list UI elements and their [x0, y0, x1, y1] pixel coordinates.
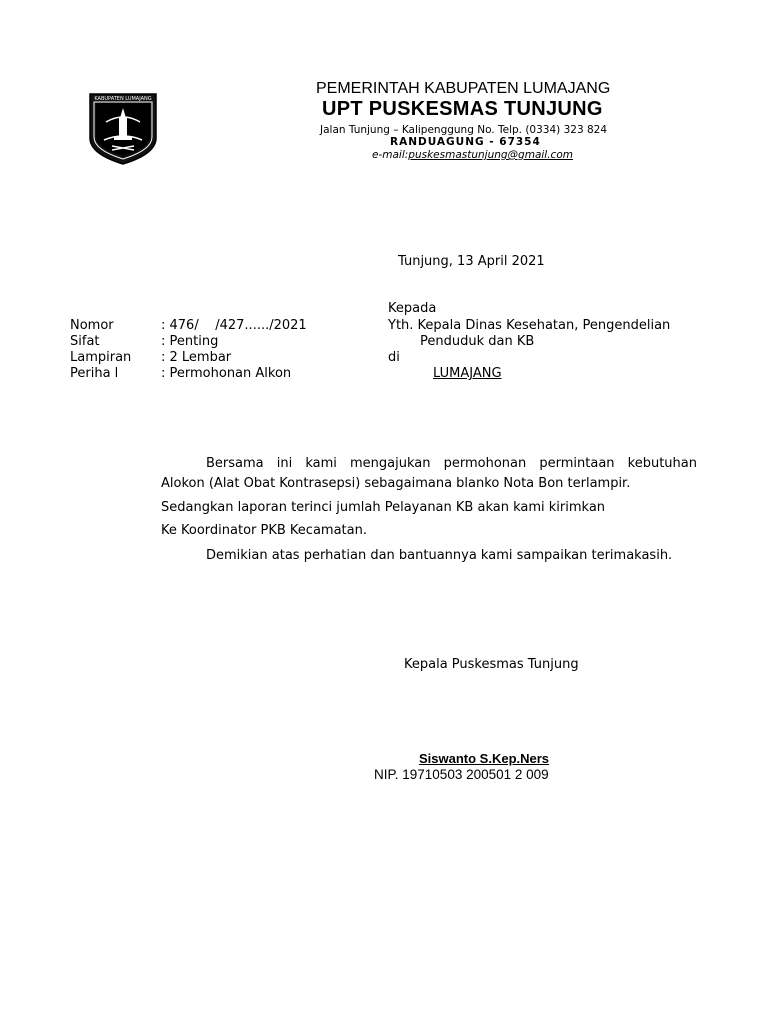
body-closing: Demikian atas perhatian dan bantuannya kami sampaikan terimakasih.	[206, 548, 673, 563]
meta-value-sifat: : Penting	[161, 334, 219, 349]
recipient-line1: Yth. Kepala Dinas Kesehatan, Pengendelian	[388, 318, 671, 333]
address: Jalan Tunjung – Kalipenggung No. Telp. (0334) 323 824	[320, 124, 608, 136]
logo-lettering: KABUPATEN LUMAJANG	[94, 96, 152, 102]
body-paragraph-2: Sedangkan laporan terinci jumlah Pelayanan KB akan kami kirimkan	[161, 500, 606, 515]
meta-key-sifat: Sifat	[70, 334, 100, 349]
signatory-name: Siswanto S.Kep.Ners	[419, 751, 550, 766]
government-name: PEMERINTAH KABUPATEN LUMAJANG	[316, 80, 611, 97]
letter-date: Tunjung, 13 April 2021	[398, 254, 545, 269]
recipient-di: di	[388, 350, 400, 365]
meta-key-lampiran: Lampiran	[70, 350, 132, 365]
recipient-line2: Penduduk dan KB	[420, 334, 535, 349]
city-postal: RANDUAGUNG - 67354	[390, 136, 541, 148]
email-line	[372, 149, 573, 161]
signatory-title: Kepala Puskesmas Tunjung	[404, 657, 579, 672]
meta-value-nomor: : 476/ /427....../2021	[161, 318, 307, 333]
meta-key-nomor: Nomor	[70, 318, 114, 333]
unit-name: UPT PUSKESMAS TUNJUNG	[322, 98, 603, 120]
body-paragraph-1-line1: Bersama ini kami mengajukan permohonan permintaan kebutuhan	[206, 456, 697, 471]
recipient-label: Kepada	[388, 301, 437, 316]
body-paragraph-3: Ke Koordinator PKB Kecamatan.	[161, 523, 367, 538]
body-paragraph-1-line2: Alokon (Alat Obat Kontrasepsi) sebagaimana blanko Nota Bon terlampir.	[161, 476, 631, 491]
recipient-city: LUMAJANG	[433, 366, 502, 381]
signatory-nip: NIP. 19710503 200501 2 009	[374, 767, 549, 782]
meta-value-lampiran: : 2 Lembar	[161, 350, 232, 365]
lumajang-crest-logo	[86, 88, 160, 166]
email-label: e-mail:	[372, 149, 409, 161]
meta-value-perihal: : Permohonan Alkon	[161, 366, 292, 381]
meta-key-perihal: Periha l	[70, 366, 119, 381]
email-link[interactable]: puskesmastunjung@gmail.com	[408, 149, 573, 161]
